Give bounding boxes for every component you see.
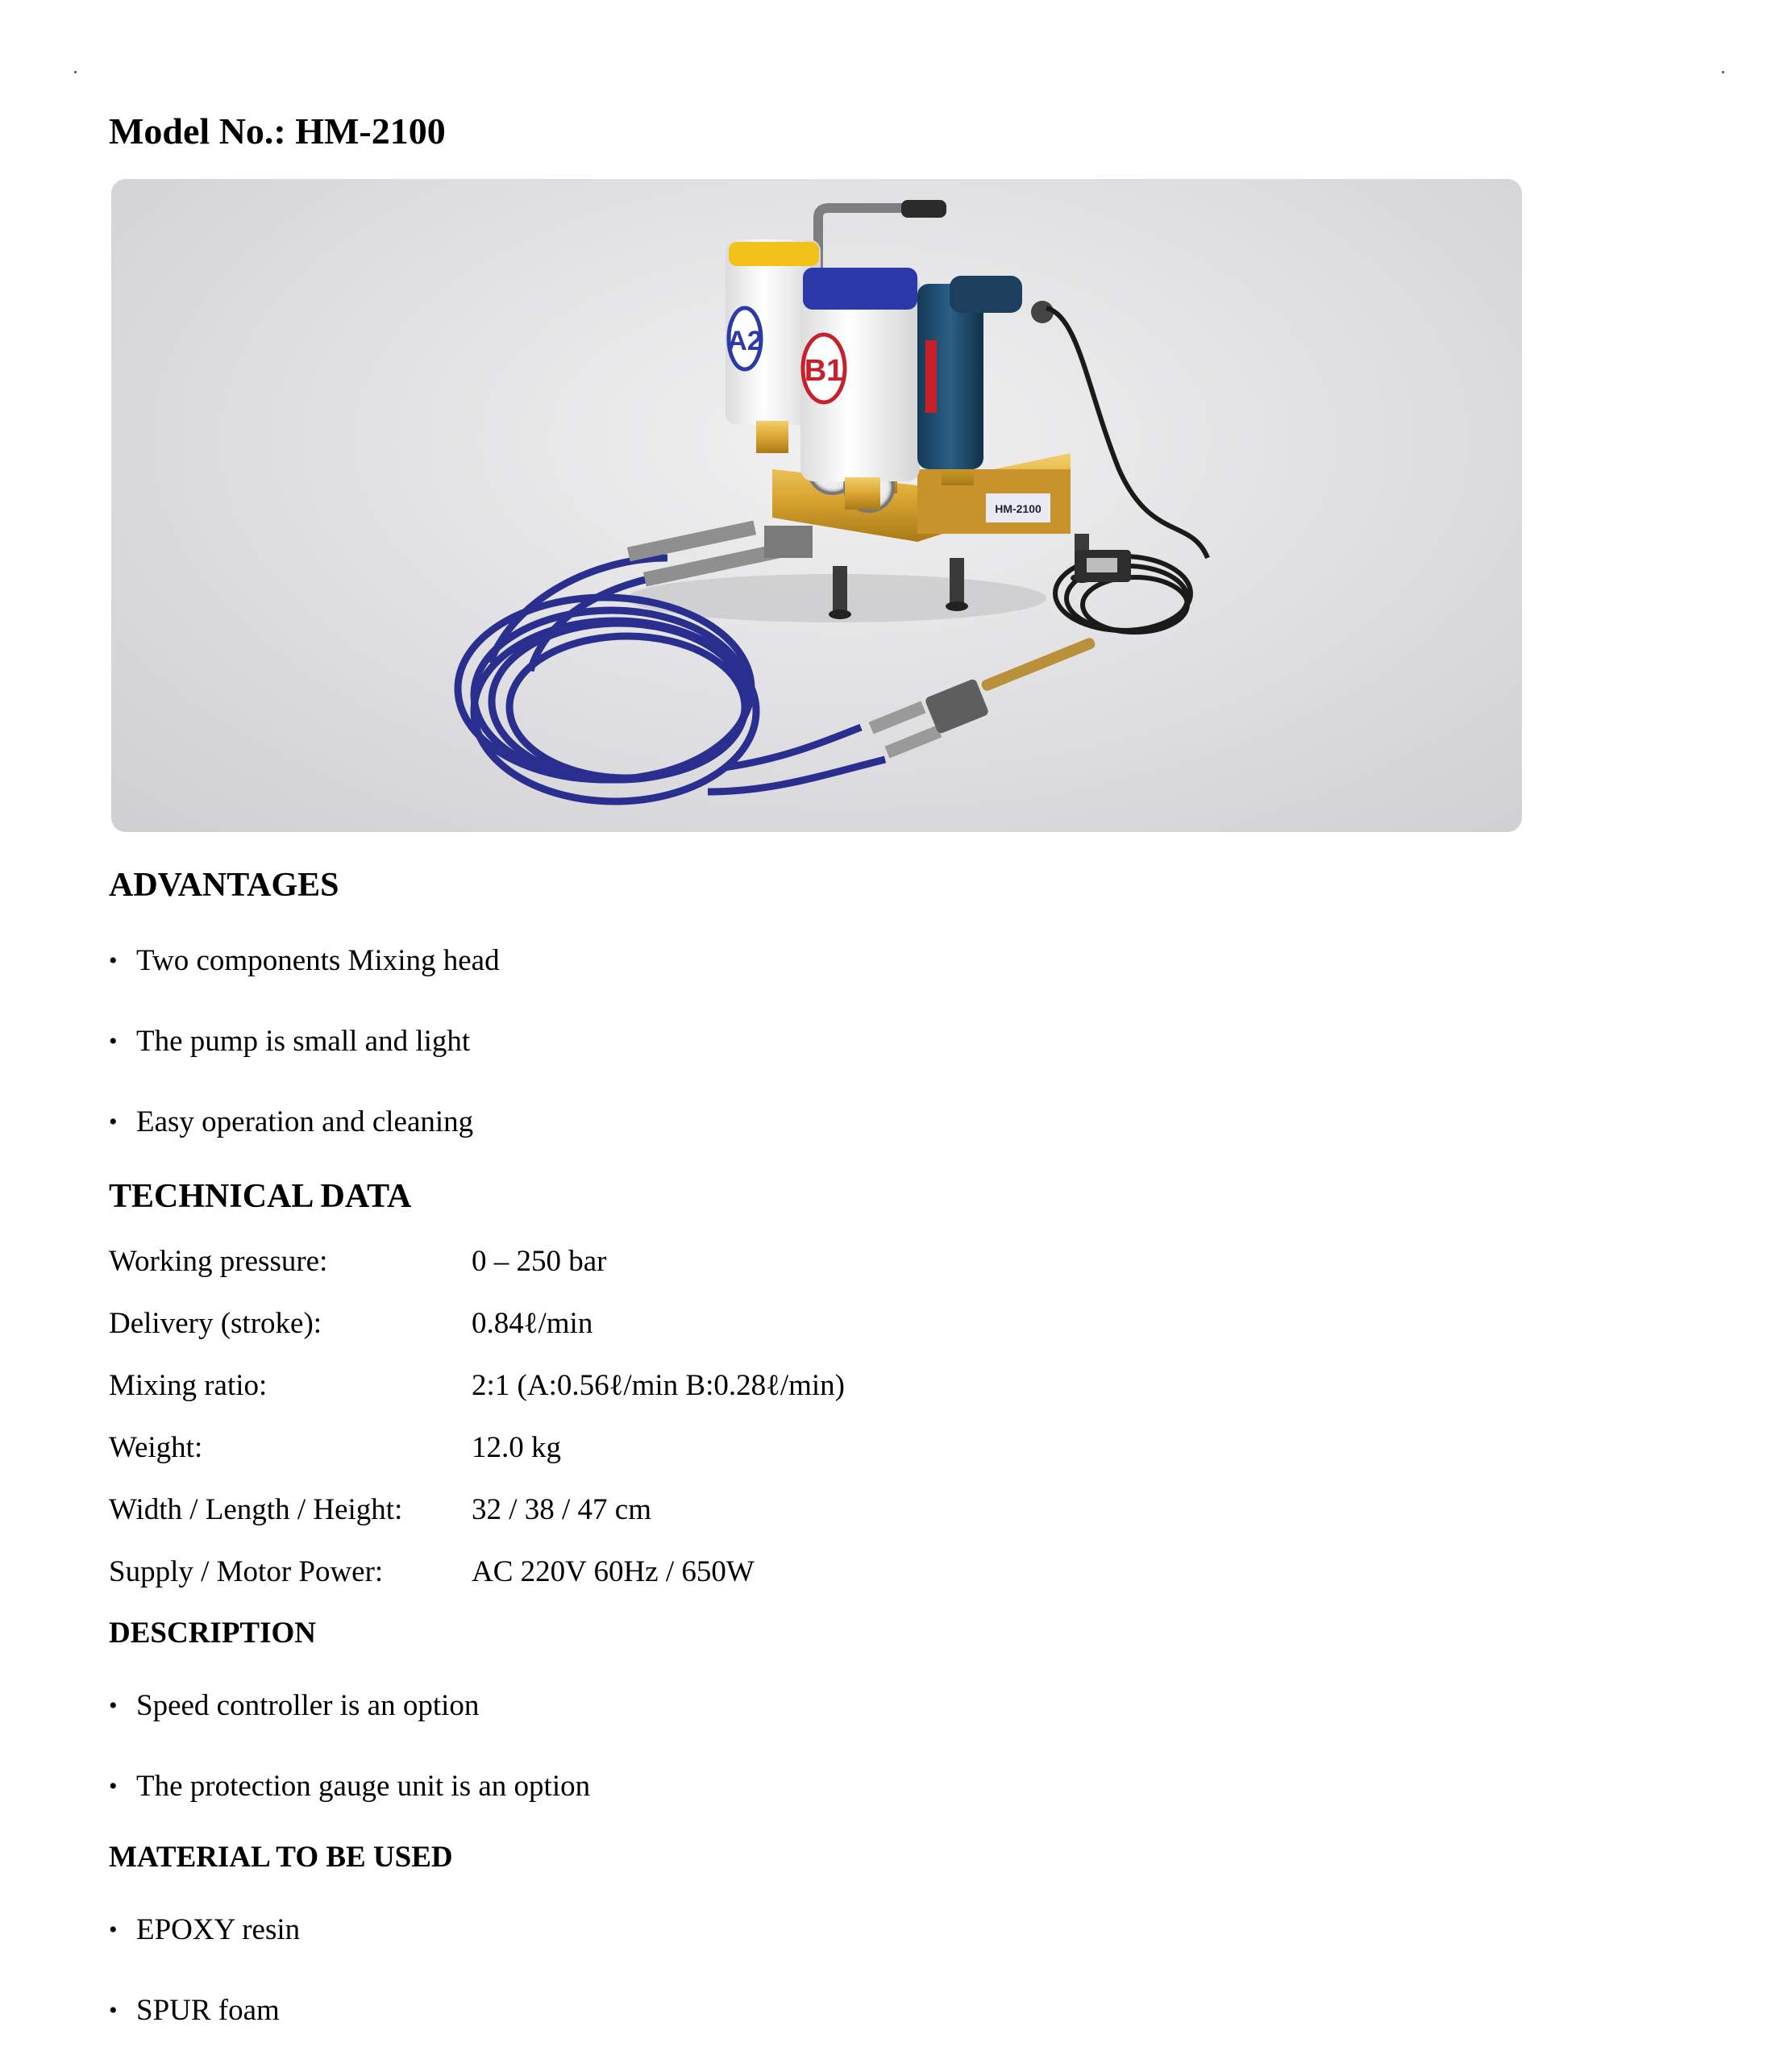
- materials-heading: MATERIAL TO BE USED: [109, 1841, 453, 1874]
- page-mark-right: [1722, 71, 1724, 73]
- tech-value: 0.84ℓ/min: [472, 1307, 593, 1340]
- tank-a-label: A2: [727, 326, 763, 356]
- advantages-item: [109, 938, 500, 984]
- tech-label: Delivery (stroke):: [109, 1307, 322, 1340]
- advantages-item-text: The pump is small and light: [136, 1025, 471, 1058]
- page-mark-left: [74, 71, 77, 73]
- tech-label: Width / Length / Height:: [109, 1493, 403, 1526]
- advantages-item-text: Two components Mixing head: [136, 944, 500, 977]
- materials-item: [109, 1988, 280, 2033]
- bullet-glyph: •: [109, 947, 118, 974]
- technical-data-heading: TECHNICAL DATA: [109, 1178, 412, 1215]
- description-item: [109, 1683, 479, 1729]
- bullet-glyph: •: [109, 1028, 118, 1055]
- materials-item: [109, 1908, 300, 1953]
- description-item-text: The protection gauge unit is an option: [136, 1770, 591, 1803]
- bullet-glyph: •: [109, 1997, 118, 2024]
- drill-motor: [917, 276, 1054, 469]
- tech-label: Working pressure:: [109, 1245, 328, 1278]
- tech-value: 2:1 (A:0.56ℓ/min B:0.28ℓ/min): [472, 1369, 846, 1402]
- model-plate-text: HM-2100: [995, 502, 1042, 515]
- advantages-item-text: Easy operation and cleaning: [136, 1105, 474, 1138]
- model-title: Model No.: HM-2100: [109, 110, 446, 152]
- tech-value: 12.0 kg: [472, 1431, 561, 1464]
- tech-label: Mixing ratio:: [109, 1369, 268, 1402]
- description-item-text: Speed controller is an option: [136, 1689, 480, 1722]
- description-item: [109, 1764, 590, 1809]
- materials-item-text: SPUR foam: [136, 1994, 280, 2027]
- bullet-glyph: •: [109, 1109, 118, 1135]
- bullet-glyph: •: [109, 1773, 118, 1800]
- materials-item-text: EPOXY resin: [136, 1913, 301, 1946]
- tech-label: Supply / Motor Power:: [109, 1555, 384, 1588]
- tank-b-label: B1: [804, 354, 844, 388]
- injection-pump-illustration: [111, 179, 1522, 832]
- tech-label: Weight:: [109, 1431, 203, 1464]
- advantages-item: [109, 1100, 473, 1145]
- tank-b: [800, 268, 920, 510]
- bullet-glyph: •: [109, 1916, 118, 1943]
- advantages-item: [109, 1019, 470, 1064]
- tech-value: AC 220V 60Hz / 650W: [472, 1555, 755, 1588]
- bullet-glyph: •: [109, 1692, 118, 1719]
- tech-value: 32 / 38 / 47 cm: [472, 1493, 652, 1526]
- advantages-heading: ADVANTAGES: [109, 867, 339, 904]
- product-photo: [111, 179, 1522, 832]
- description-heading: DESCRIPTION: [109, 1617, 316, 1650]
- tech-value: 0 – 250 bar: [472, 1245, 607, 1278]
- mixing-gun: [869, 636, 1097, 758]
